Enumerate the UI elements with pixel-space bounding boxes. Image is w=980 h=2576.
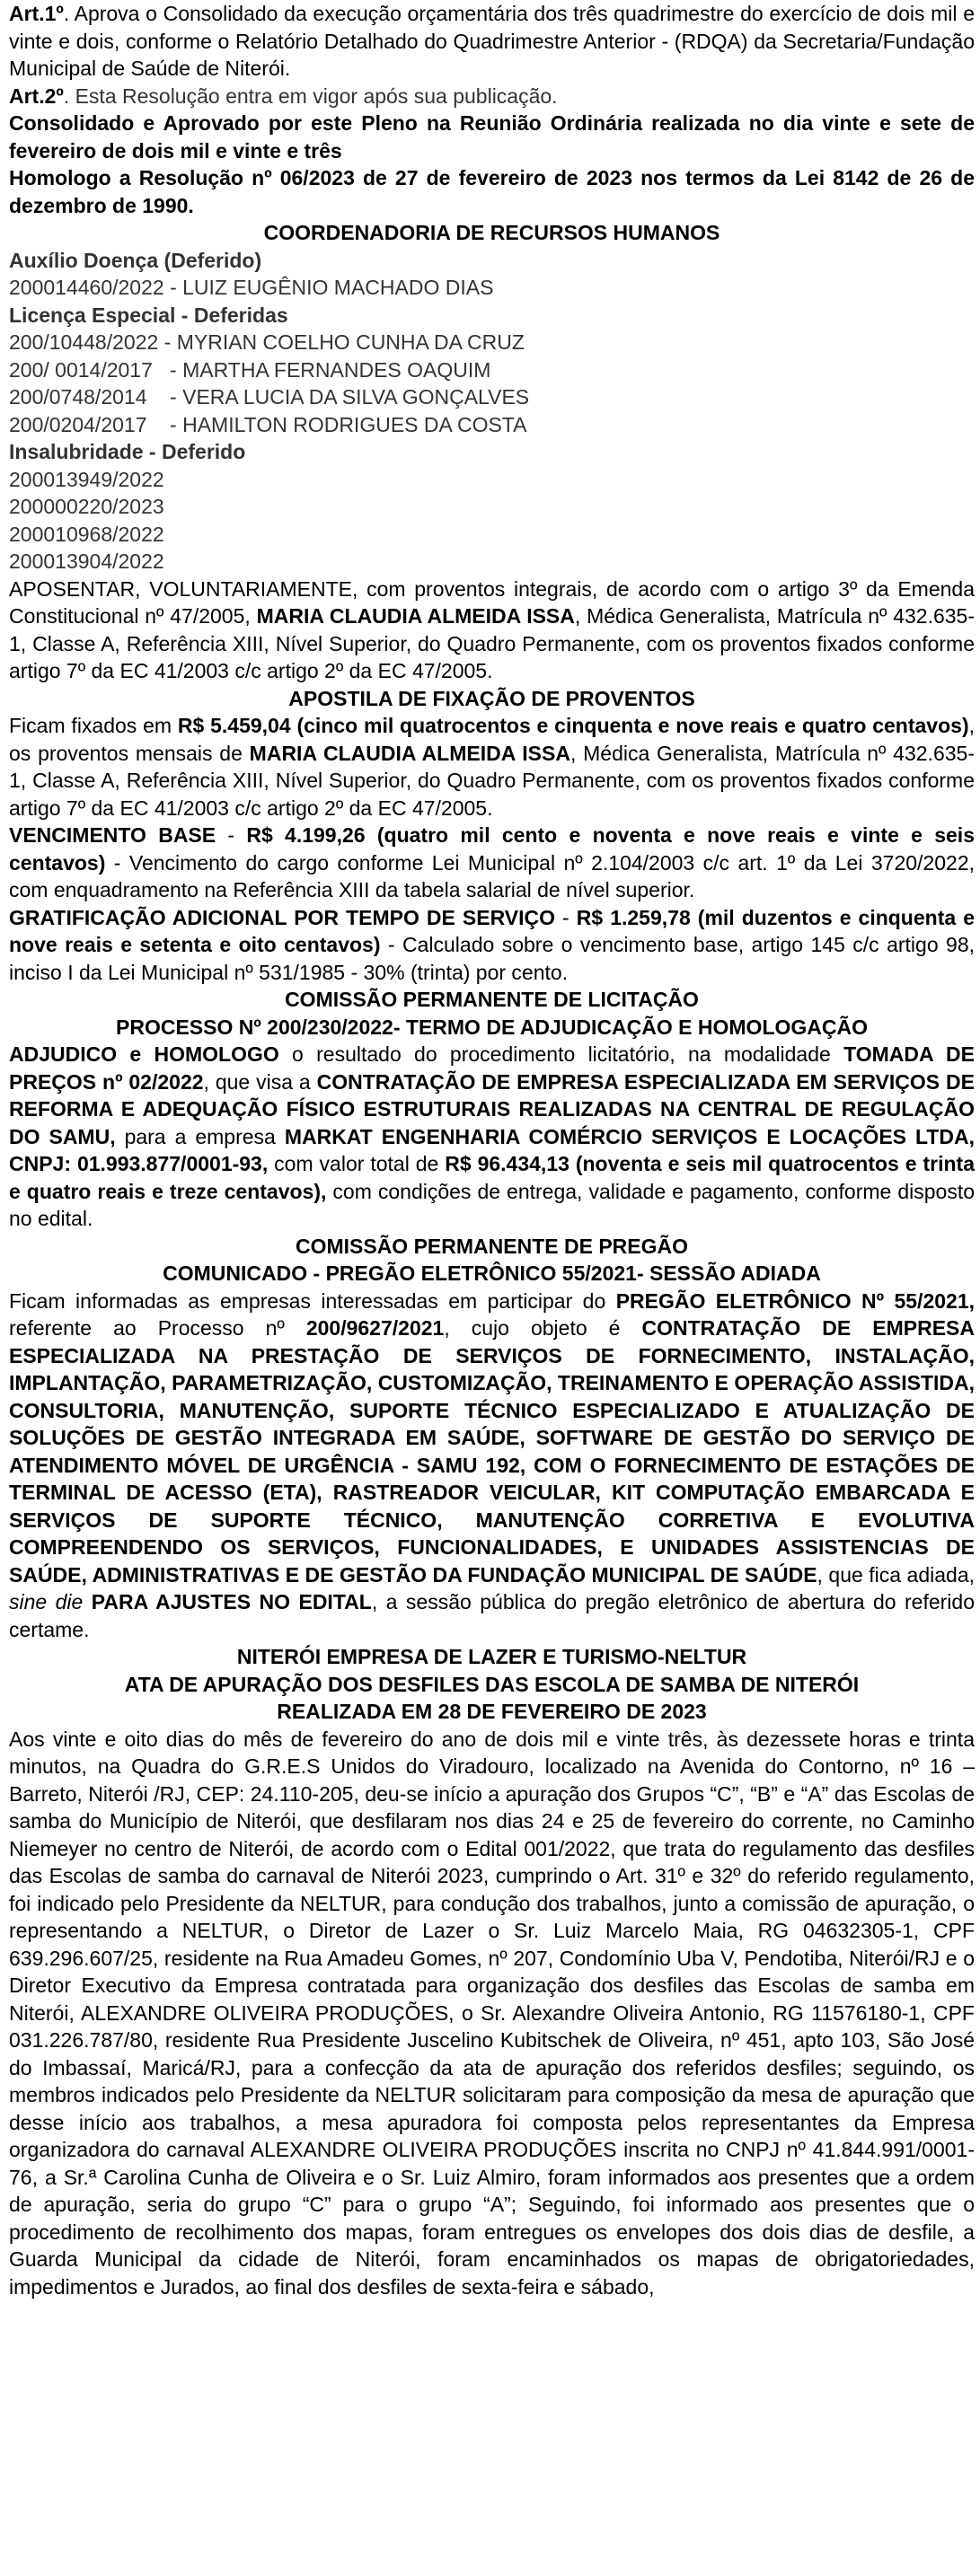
text-run: , os proventos mensais de xyxy=(9,714,975,765)
aposentar-paragraph xyxy=(9,576,975,685)
text-run: - Vencimento do cargo conforme Lei Municipal nº 2.104/2003 c/c art. 1º da Lei 3720/2022, com enquadramento na Referência XIII da tabela salarial de nível superior. xyxy=(9,850,975,901)
text-run: Ficam fixados em xyxy=(9,714,178,737)
text-run: 200/0748/2014 - VERA LUCIA DA SILVA GONÇALVES xyxy=(9,385,530,409)
auxilio-entry xyxy=(9,274,975,302)
pregao-heading xyxy=(9,1233,975,1261)
text-run: - xyxy=(216,823,247,847)
text-run: 200/0204/2017 - HAMILTON RODRIGUES DA COSTA xyxy=(9,412,527,436)
text-run: , que fica adiada, xyxy=(817,1562,975,1587)
licenca-entry xyxy=(9,356,975,384)
text-run: COMUNICADO - PREGÃO ELETRÔNICO 55/2021- SESSÃO ADIADA xyxy=(163,1262,821,1285)
approval-paragraph xyxy=(9,110,975,164)
licenca-entry xyxy=(9,383,975,411)
text-run: PROCESSO Nº 200/230/2022- TERMO DE ADJUDICAÇÃO E HOMOLOGAÇÃO xyxy=(116,1015,868,1039)
text-run: MARIA CLAUDIA ALMEIDA ISSA xyxy=(249,741,570,765)
neltur-heading xyxy=(9,1643,975,1671)
text-run: CONTRATAÇÃO DE EMPRESA ESPECIALIZADA NA PRESTAÇÃO DE SERVIÇOS DE FORNECIMENTO, INSTALAÇÃO, IMPLANTAÇÃO, PARAMETRIZAÇÃO, CUSTOMIZAÇÃO, TREINAMENTO E OPERAÇÃO ASSISTIDA, CONSULTORIA, MANUTENÇÃO, SUPORTE TÉCNICO ESPECIALIZADO E ATUALIZAÇÃO DE SOLUÇÕES DE GESTÃO INTEGRADA EM SAÚDE, SOFTWARE DE GESTÃO DO SERVIÇO DE ATENDIMENTO MÓVEL DE URGÊNCIA - SAMU 192, COM O FORNECIMENTO DE ESTAÇÕES DE TERMINAL DE ACESSO (ETA), RASTREADOR VEICULAR, KIT COMPUTAÇÃO EMBARCADA E SERVIÇOS DE SUPORTE TÉCNICO, MANUTENÇÃO CORRETIVA E EVOLUTIVA COMPREENDENDO OS SERVIÇOS, FUNCIONALIDADES, E UNIDADES ASSISTENCIAS DE SAÚDE, ADMINISTRATIVAS E DE GESTÃO DA FUNDAÇÃO MUNICIPAL DE SAÚDE xyxy=(9,1316,975,1587)
text-run: APOSENTAR, VOLUNTARIAMENTE, com proventos integrais, de acordo com o artigo 3º da Emenda Constitucional nº 47/2005, xyxy=(9,576,975,628)
auxilio-heading xyxy=(9,247,975,275)
text-run: 200013949/2022 xyxy=(9,467,164,491)
text-run: 200/ 0014/2017 - MARTHA FERNANDES OAQUIM xyxy=(9,357,491,382)
text-run: MARKAT ENGENHARIA COMÉRCIO SERVIÇOS E LOCAÇÕES LTDA, CNPJ: 01.993.877/0001-93, xyxy=(9,1124,976,1175)
text-run: COMISSÃO PERMANENTE DE PREGÃO xyxy=(295,1234,689,1258)
licenca-heading xyxy=(9,302,975,330)
insalubridade-entry xyxy=(9,493,975,521)
text-run: REALIZADA EM 28 DE FEVEREIRO DE 2023 xyxy=(277,1700,707,1723)
text-run: , que visa a xyxy=(203,1069,317,1094)
text-run: Homologo a Resolução nº 06/2023 de 27 de fevereiro de 2023 nos termos da Lei 8142 de 26 de dezembro de 1990. xyxy=(9,166,975,217)
ata-heading xyxy=(9,1671,975,1699)
text-run: Art.1º xyxy=(9,2,64,25)
text-run: Consolidado e Aprovado por este Pleno na Reunião Ordinária realizada no dia vinte e sete de fevereiro de dois mil e vinte e três xyxy=(9,111,975,163)
text-run: R$ 5.459,04 (cinco mil quatrocentos e cinquenta e nove reais e quatro centavos) xyxy=(177,714,969,737)
text-run: Ficam informadas as empresas interessadas em participar do xyxy=(9,1288,616,1313)
insalubridade-entry xyxy=(9,548,975,576)
text-run: R$ 1.259,78 (mil duzentos e cinquenta e nove reais e setenta e oito centavos) xyxy=(9,905,975,956)
fixados-paragraph xyxy=(9,712,975,822)
adjudico-paragraph xyxy=(9,1041,975,1233)
ata-date-heading xyxy=(9,1698,975,1726)
text-run: 200000220/2023 xyxy=(9,495,164,518)
art2-paragraph xyxy=(9,83,975,110)
text-run: TOMADA DE PREÇOS nº 02/2022 xyxy=(9,1042,975,1094)
text-run: GRATIFICAÇÃO ADICIONAL POR TEMPO DE SERVIÇO xyxy=(9,905,556,929)
text-run: APOSTILA DE FIXAÇÃO DE PROVENTOS xyxy=(288,686,695,710)
text-run: com valor total de xyxy=(268,1152,446,1175)
comunicado-heading xyxy=(9,1260,975,1288)
text-run: , cujo objeto é xyxy=(444,1316,642,1340)
text-run: , Médica Generalista, Matrícula nº 432.635-1, Classe A, Referência XIII, Nível Superior, do Quadro Permanente, com os proventos fixados conforme artigo 7º da EC 41/2003 c/c artigo 2º da EC 47/2005. xyxy=(9,741,975,820)
licenca-entry xyxy=(9,411,975,439)
text-run: R$ 4.199,26 (quatro mil cento e noventa e nove reais e vinte e seis centavos) xyxy=(9,823,975,875)
text-run: - Calculado sobre o vencimento base, artigo 145 c/c artigo 98, inciso I da Lei Municipal nº 531/1985 - 30% (trinta) por cento. xyxy=(9,933,975,984)
text-run: MARIA CLAUDIA ALMEIDA ISSA xyxy=(256,604,575,628)
text-run: 200/10448/2022 - MYRIAN COELHO CUNHA DA CRUZ xyxy=(9,330,525,354)
apostila-heading xyxy=(9,685,975,713)
text-run: Auxílio Doença (Deferido) xyxy=(9,248,262,272)
processo-heading xyxy=(9,1014,975,1042)
ata-paragraph xyxy=(9,1726,975,2301)
text-run: NITERÓI EMPRESA DE LAZER E TURISMO-NELTUR xyxy=(236,1645,747,1668)
text-run: R$ 96.434,13 (noventa e seis mil quatrocentos e trinta e quatro reais e treze centavos), xyxy=(9,1152,975,1203)
text-run: ATA DE APURAÇÃO DOS DESFILES DAS ESCOLA DE SAMBA DE NITERÓI xyxy=(124,1672,860,1696)
text-run: , a sessão pública do pregão eletrônico de abertura do referido certame. xyxy=(9,1590,975,1641)
text-run: Aos vinte e oito dias do mês de fevereiro do ano de dois mil e vinte três, às dezessete horas e trinta minutos, na Quadra do G.R.E.S Unidos do Viradouro, localizado na Avenida do Contorno, nº 16 – Barreto, Niterói /RJ, CEP: 24.110-205, deu-se início a apuração dos Grupos “C”, “B” e “A” das Escolas de samba do Município de Niterói, que desfilaram nos dias 24 e 25 de fevereiro do corrente, no Caminho Niemeyer no centro de Niterói, de acordo com o Edital 001/2022, que trata do regulamento das desfiles das Escolas de samba do carnaval de Niterói 2023, cumprindo o Art. 31º e 32º do referido regulamento, foi indicado pelo Presidente da NELTUR, para condução dos trabalhos, junto a comissão de apuração, o representando a NELTUR, o Diretor de Lazer o Sr. Luiz Marcelo Maia, RG 04632305-1, CPF 639.296.607/25, residente na Rua Amadeu Gomes, nº 207, Condomínio Uba V, Pendotiba, Niterói/RJ e o Diretor Executivo da Empresa contratada para organização dos desfiles das Escolas de samba em Niterói, ALEXANDRE OLIVEIRA PRODUÇÕES, o Sr. Alexandre Oliveira Antonio, RG 11576180-1, CPF 031.226.787/80, residente Rua Presidente Juscelino Kubitschek de Oliveira, nº 451, apto 103, São José do Imbassaí, Maricá/RJ, para a confecção da ata de apuração dos referidos desfiles; seguindo, os membros indicados pelo Presidente da NELTUR solicitaram para composição da mesa de apuração que desse início aos trabalhos, a mesa apuradora foi composta pelos representantes da Empresa organizadora do carnaval ALEXANDRE OLIVEIRA PRODUÇÕES inscrita no CNPJ nº 41.844.991/0001-76, a Sr.ª Carolina Cunha de Oliveira e o Sr. Luiz Almiro, foram informados aos presentes que a ordem de apuração, seria do grupo “C” para o grupo “A”; Seguindo, foi informado aos presentes que o procedimento de recolhimento dos mapas, foram entregues os envelopes dos dois dias de desfile, a Guarda Municipal da cidade de Niterói, foram encaminhados os mapas de obrigatoriedades, impedimentos e Jurados, ao final dos desfiles de sexta-feira e sábado, xyxy=(9,1727,975,2299)
text-run: VENCIMENTO BASE xyxy=(9,823,216,847)
text-run: COMISSÃO PERMANENTE DE LICITAÇÃO xyxy=(285,988,699,1011)
insalubridade-heading xyxy=(9,438,975,466)
text-run: com condições de entrega, validade e pagamento, conforme disposto no edital. xyxy=(9,1179,976,1230)
text-run: . Aprova o Consolidado da execução orçamentária dos três quadrimestre do exercício de dois mil e vinte e dois, conforme o Relatório Detalhado do Quadrimestre Anterior - (RDQA) da Secretaria/Fundação Municipal de Saúde de Niterói. xyxy=(9,2,975,80)
text-run: 200014460/2022 - LUIZ EUGÊNIO MACHADO DIAS xyxy=(9,276,494,299)
text-run: CONTRATAÇÃO DE EMPRESA ESPECIALIZADA EM SERVIÇOS DE REFORMA E ADEQUAÇÃO FÍSICO ESTRUTURAIS REALIZADAS NA CENTRAL DE REGULAÇÃO DO SAMU, xyxy=(9,1069,975,1148)
text-run: 200010968/2022 xyxy=(9,522,164,546)
text-run: COORDENADORIA DE RECURSOS HUMANOS xyxy=(263,221,720,244)
licenca-entry xyxy=(9,329,975,356)
licitacao-heading xyxy=(9,986,975,1014)
gratificacao-paragraph xyxy=(9,904,975,987)
text-run xyxy=(83,1590,91,1613)
text-run: Insalubridade - Deferido xyxy=(9,440,246,463)
text-run: ADJUDICO e HOMOLOGO xyxy=(9,1042,279,1066)
vencimento-paragraph xyxy=(9,822,975,904)
text-run: referente ao Processo nº xyxy=(9,1316,306,1340)
text-run: 200013904/2022 xyxy=(9,549,164,573)
text-run: Art.2º xyxy=(9,84,64,108)
insalubridade-entry xyxy=(9,466,975,494)
text-run: - xyxy=(555,905,577,929)
text-run: PARA AJUSTES NO EDITAL xyxy=(91,1590,372,1613)
text-run: 200/9627/2021 xyxy=(305,1316,445,1340)
text-run: sine die xyxy=(9,1590,84,1613)
art1-paragraph xyxy=(9,0,975,83)
homologation-paragraph xyxy=(9,164,975,219)
insalubridade-entry xyxy=(9,521,975,549)
rh-heading xyxy=(9,219,975,247)
text-run: para a empresa xyxy=(115,1124,285,1148)
text-run: , Médica Generalista, Matrícula nº 432.635-1, Classe A, Referência XIII, Nível Superior, do Quadro Permanente, com os proventos fixados conforme artigo 7º da EC 41/2003 c/c artigo 2º da EC 47/2005. xyxy=(9,604,975,682)
text-run: o resultado do procedimento licitatório, na modalidade xyxy=(278,1042,844,1066)
comunicado-paragraph xyxy=(9,1288,975,1644)
text-run: . Esta Resolução entra em vigor após sua publicação. xyxy=(63,84,558,108)
text-run: Licença Especial - Deferidas xyxy=(9,303,288,327)
text-run: PREGÃO ELETRÔNICO Nº 55/2021, xyxy=(615,1288,975,1313)
